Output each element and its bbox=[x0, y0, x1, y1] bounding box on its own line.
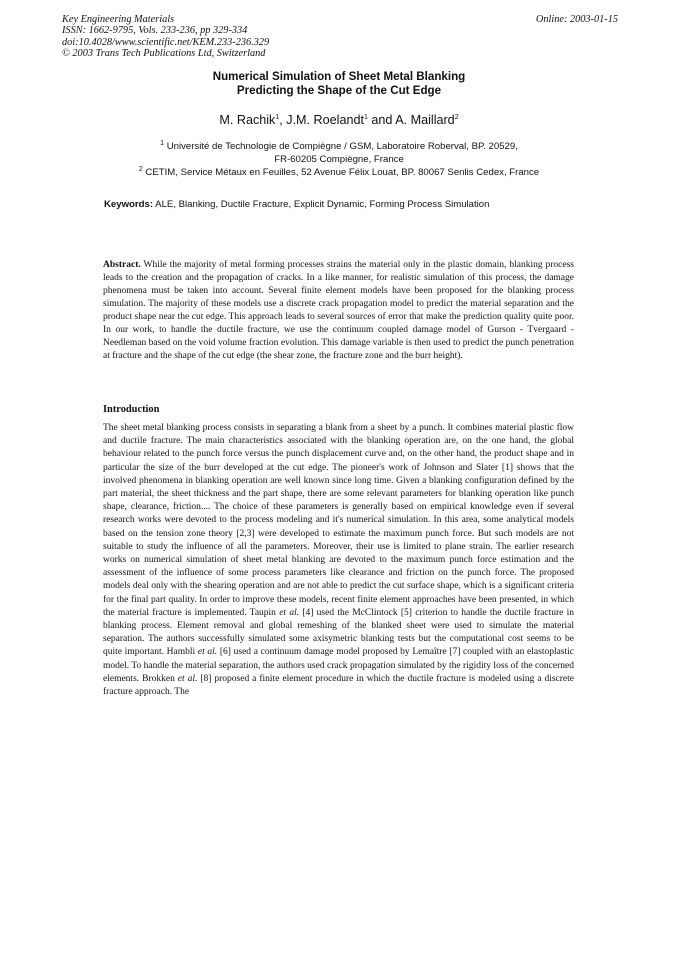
introduction-body bbox=[103, 422, 574, 699]
title-line-1: Numerical Simulation of Sheet Metal Blanking bbox=[212, 70, 466, 83]
affiliation-1-marker: 1 bbox=[160, 139, 165, 147]
online-date: Online: 2003-01-15 bbox=[535, 14, 618, 25]
author-2: J.M. Roelandt bbox=[286, 113, 364, 127]
keywords bbox=[104, 199, 604, 210]
author-3-affil: 2 bbox=[454, 113, 459, 121]
affiliation-2-line-1: CETIM, Service Métaux en Feuilles, 52 Avenue Félix Louat, BP. 80067 Senlis Cedex, France bbox=[142, 167, 540, 178]
introduction-heading: Introduction bbox=[103, 404, 160, 415]
issn-line: ISSN: 1662-9795, Vols. 233-236, pp 329-334 bbox=[62, 25, 248, 37]
intro-text-3: [6] used a continuum damage model proposed by Lemaître [7] coupled with an elastoplastic model. To handle the material separation, the authors used crack propagation simulated by the rigidity loss of the concerned elements. Brokken bbox=[103, 647, 575, 684]
affiliation-1-line-1: Université de Technologie de Compiègne / GSM, Laboratoire Roberval, BP. 20529, bbox=[164, 141, 518, 152]
title-line-2: Predicting the Shape of the Cut Edge bbox=[236, 84, 442, 97]
author-2-affil: 1 bbox=[363, 113, 368, 121]
keywords-text: ALE, Blanking, Ductile Fracture, Explicit Dynamic, Forming Process Simulation bbox=[153, 199, 490, 210]
affiliation-1-line-2: FR-60205 Compiègne, France bbox=[274, 154, 404, 165]
author-separator: and bbox=[367, 113, 396, 127]
intro-text-1: The sheet metal blanking process consists in separating a blank from a sheet by a punch. It combines material plastic flow and ductile fracture. The main characteristics associated with the blanking operation are, on the one hand, the global behaviour related to the punch force versus the punch displacement curve and, on the other hand, the product shape and in particular the size of the burr developed at the cut edge. The pioneer's work of Johnson and Slater [1] shows that the involved phenomena in blanking operation are well known since long time. Given a blanking configuration defined by the part material, the sheet thickness and the part shape, there are some relevant parameters for blanking operation like punch shape, clearance, friction.... The choice of these parameters is generally based on empirical knowledge even if several research works were devoted to the process modeling and it's numerical simulation. In this area, some analytical models based on the tension zone theory [2,3] were developed to estimate the maximum punch force. But such models are not suitable to study the influence of all the parameters. Moreover, their use is limited to plane strain. The earlier research works on numerical simulation of sheet metal blanking are devoted to the maximum punch force estimation and the assessment of the influence of some process parameters like clearance and friction on the punch force. The proposed models deal only with the shearing operation and are not able to predict the cut surface shape, which is a significant criteria for the final part quality. In order to improve these models, recent finite element approaches have been presented, in which the material fracture is implemented. Taupin bbox=[103, 423, 574, 618]
copyright-line: © 2003 Trans Tech Publications Ltd, Switzerland bbox=[62, 48, 266, 60]
keywords-label: Keywords: bbox=[104, 199, 154, 210]
author-3: A. Maillard bbox=[395, 113, 455, 127]
intro-text-2: [4] used the McClintock [5] criterion to handle the ductile fracture in blanking process. Element removal and global remeshing of the blanked sheet were used to simulate the material separation. The authors successfully simulated some axisymetric blanking tests but the computational cost seems to be quite important. Hambli bbox=[103, 607, 575, 658]
page-header bbox=[62, 14, 618, 60]
abstract-label: Abstract. bbox=[103, 260, 141, 270]
author-list bbox=[0, 113, 678, 127]
author-separator: , bbox=[279, 113, 287, 127]
journal-name: Key Engineering Materials bbox=[62, 14, 175, 25]
et-al: et al. bbox=[177, 673, 198, 684]
paper-title bbox=[0, 70, 678, 98]
affiliation-2 bbox=[0, 166, 678, 179]
intro-text-4: [8] proposed a finite element procedure in which the ductile fracture is modeled using a discrete fracture approach. The bbox=[103, 673, 575, 698]
affiliation-2-marker: 2 bbox=[138, 165, 143, 173]
author-1: M. Rachik bbox=[219, 113, 276, 127]
doi-line[interactable]: doi:10.4028/www.scientific.net/KEM.233-236.329 bbox=[62, 36, 270, 48]
abstract bbox=[103, 259, 574, 363]
affiliation-1 bbox=[0, 140, 678, 166]
author-1-affil: 1 bbox=[275, 113, 280, 121]
abstract-text: While the majority of metal forming processes strains the material only in the plastic domain, blanking process leads to the creation and the propagation of cracks. In a like manner, for realistic simulation of this process, the damage phenomena must be taken into account. Several finite element models have been proposed for the blanking process simulation. The majority of these models use a discrete crack propagation model to predict the material separation and the product shape near the cut edge. This approach leads to several sources of error that make the prediction quality quite poor. In our work, to handle the ductile fracture, we use the continuum coupled damage model of Gurson - Tvergaard - Needleman based on the void volume fraction evolution. This damage variable is then used to predict the punch penetration at fracture and the shape of the cut edge (the shear zone, the fracture zone and the burr height). bbox=[103, 260, 574, 361]
et-al: et al. bbox=[197, 647, 218, 658]
et-al: et al. bbox=[279, 607, 300, 618]
